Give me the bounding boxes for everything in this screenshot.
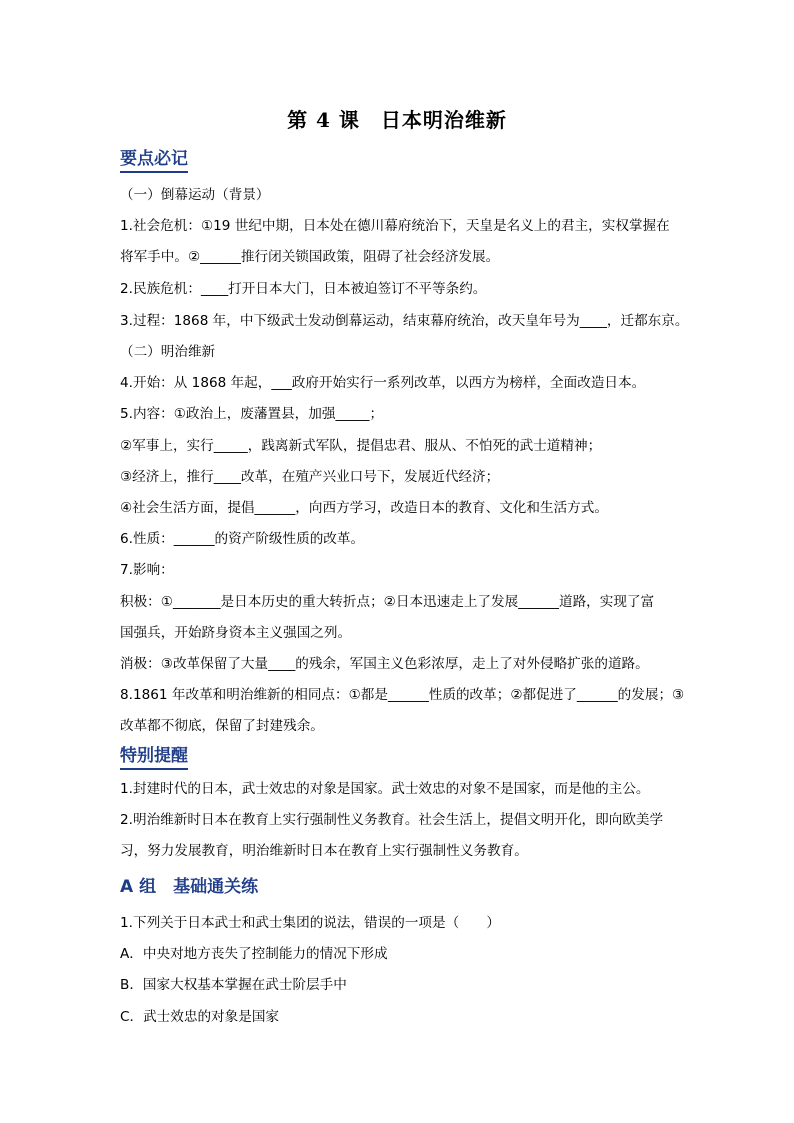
point-5-military: ②军事上，实行_____，践离新式军队，提倡忠君、服从、不怕死的武士道精神； bbox=[120, 438, 602, 454]
question-1: 1.下列关于日本武士和武士集团的说法，错误的一项是（ ） bbox=[120, 915, 500, 931]
subheading-background: （一）倒幕运动（背景） bbox=[120, 187, 270, 203]
point-4: 4.开始：从 1868 年起，___政府开始实行一系列改革，以西方为榜样，全面改造日本。 bbox=[120, 375, 646, 391]
lesson-title: 第 4 课 日本明治维新 bbox=[287, 108, 507, 132]
question-1-option-b: B．国家大权基本掌握在武士阶层手中 bbox=[120, 977, 347, 993]
point-7-positive-line-2: 国强兵，开始跻身资本主义强国之列。 bbox=[120, 625, 352, 641]
question-1-option-a: A．中央对地方丧失了控制能力的情况下形成 bbox=[120, 946, 388, 962]
point-5-economy: ③经济上，推行____改革，在殖产兴业口号下，发展近代经济； bbox=[120, 469, 500, 485]
point-8-line-1: 8.1861 年改革和明治维新的相同点：①都是______性质的改革；②都促进了______的发展；③ bbox=[120, 687, 685, 703]
reminder-1: 1.封建时代的日本，武士效忠的对象是国家。武士效忠的对象不是国家，而是他的主公。 bbox=[120, 781, 650, 797]
section-special-reminder: 特别提醒 bbox=[120, 745, 188, 770]
point-8-line-2: 改革都不彻底，保留了封建残余。 bbox=[120, 718, 324, 734]
point-1-line-1: 1.社会危机：①19 世纪中期，日本处在德川幕府统治下，天皇是名义上的君主，实权掌握在 bbox=[120, 218, 670, 234]
point-7-negative: 消极：③改革保留了大量____的残余，军国主义色彩浓厚，走上了对外侵略扩张的道路。 bbox=[120, 656, 649, 672]
point-2: 2.民族危机：____打开日本大门，日本被迫签订不平等条约。 bbox=[120, 281, 487, 297]
point-7-positive-line-1: 积极：①_______是日本历史的重大转折点；②日本迅速走上了发展______道路，实现了富 bbox=[120, 594, 655, 610]
reminder-2-line-2: 习，努力发展教育，明治维新时日本在教育上实行强制性义务教育。 bbox=[120, 843, 528, 859]
subheading-meiji: （二）明治维新 bbox=[120, 344, 216, 360]
point-5-society: ④社会生活方面，提倡______，向西方学习，改造日本的教育、文化和生活方式。 bbox=[120, 500, 608, 516]
section-key-points: 要点必记 bbox=[120, 148, 188, 173]
reminder-2-line-1: 2.明治维新时日本在教育上实行强制性义务教育。社会生活上，提倡文明开化，即向欧美学 bbox=[120, 812, 664, 828]
point-7: 7.影响： bbox=[120, 562, 174, 578]
question-1-option-c: C．武士效忠的对象是国家 bbox=[120, 1009, 280, 1025]
section-group-a: A 组 基础通关练 bbox=[120, 877, 259, 897]
point-3: 3.过程：1868 年，中下级武士发动倒幕运动，结束幕府统治，改天皇年号为____，迁都东京。 bbox=[120, 313, 689, 329]
point-6: 6.性质：______的资产阶级性质的改革。 bbox=[120, 531, 365, 547]
point-5: 5.内容：①政治上，废藩置县，加强_____； bbox=[120, 406, 384, 422]
point-1-line-2: 将军手中。②______推行闭关锁国政策，阻碍了社会经济发展。 bbox=[120, 249, 500, 265]
